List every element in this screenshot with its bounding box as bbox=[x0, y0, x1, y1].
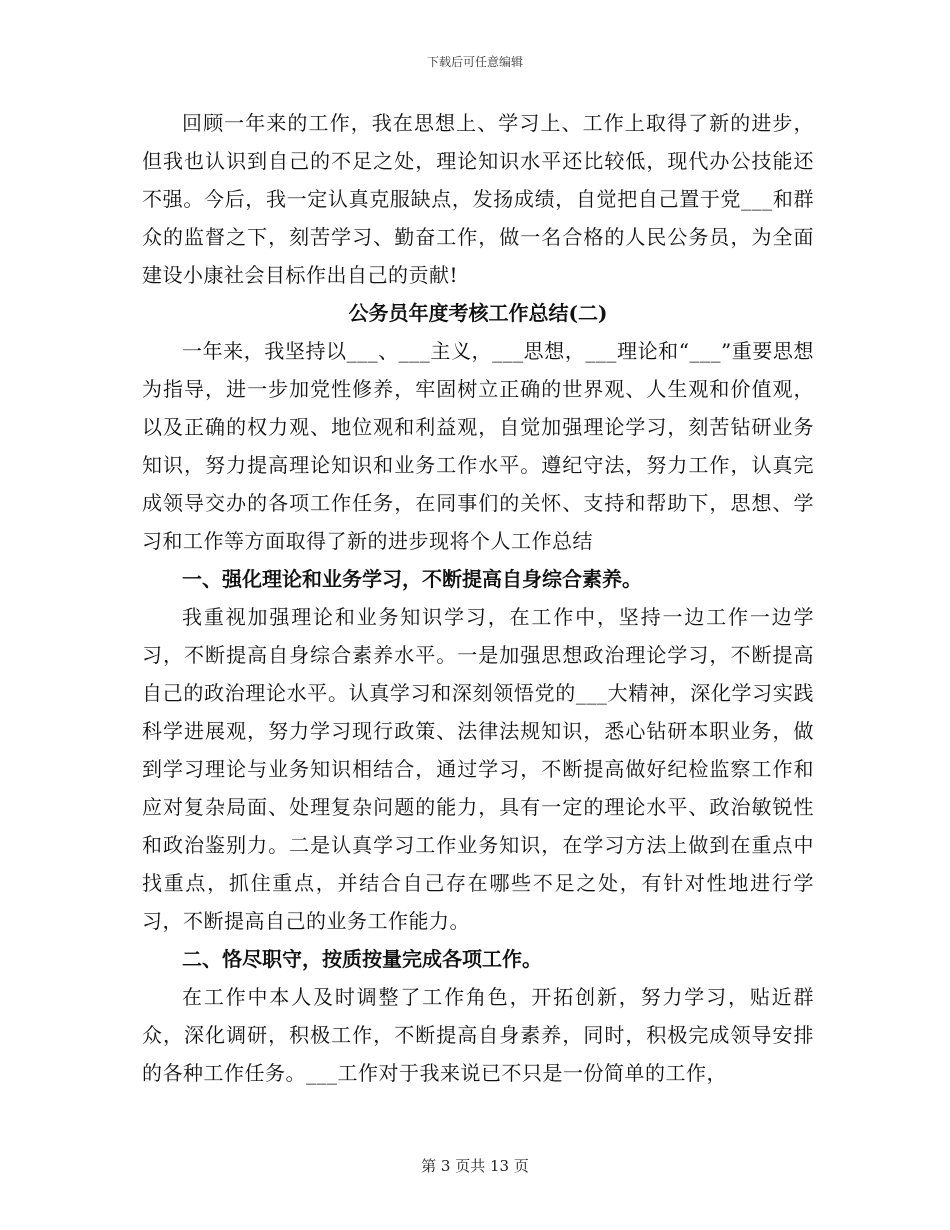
document-title: 公务员年度考核工作总结(二) bbox=[348, 301, 608, 325]
page-number: 第 3 页共 13 页 bbox=[421, 1157, 529, 1175]
page-header-note: 下载后可任意编辑 bbox=[426, 55, 523, 69]
section-heading-1: 一、强化理论和业务学习，不断提高自身综合素养。 bbox=[182, 567, 642, 591]
paragraph-intro: 一年来，我坚持以___、___主义，___思想，___理论和“___”重要思想为指导，进一步加党性修养，牢固树立正确的世界观、人生观和价值观，以及正确的权力观、地位观和利益观，自觉加强理论学习，刻苦钻研业务知识，努力提高理论知识和业务工作水平。遵纪守法，努力工作，认真完成领导交办的各项工作任务，在同事们的关怀、支持和帮助下，思想、学习和工作等方面取得了新的进步现将个人工作总结 bbox=[142, 339, 814, 553]
paragraph-duty: 在工作中本人及时调整了工作角色，开拓创新，努力学习，贴近群众，深化调研，积极工作，不断提高自身素养，同时，积极完成领导安排的各种工作任务。___工作对于我来说已不只是一份简单的工作， bbox=[142, 985, 814, 1085]
section-heading-2: 二、恪尽职守，按质按量完成各项工作。 bbox=[182, 947, 542, 971]
document-body bbox=[142, 104, 814, 1092]
paragraph-study: 我重视加强理论和业务知识学习，在工作中，坚持一边工作一边学习，不断提高自身综合素养水平。一是加强思想政治理论学习，不断提高自己的政治理论水平。认真学习和深刻领悟党的___大精神，深化学习实践科学进展观，努力学习现行政策、法律法规知识，悉心钻研本职业务，做到学习理论与业务知识相结合，通过学习，不断提高做好纪检监察工作和应对复杂局面、处理复杂问题的能力，具有一定的理论水平、政治敏锐性和政治鉴别力。二是认真学习工作业务知识，在学习方法上做到在重点中找重点，抓住重点，并结合自己存在哪些不足之处，有针对性地进行学习，不断提高自己的业务工作能力。 bbox=[142, 605, 814, 933]
paragraph-review: 回顾一年来的工作，我在思想上、学习上、工作上取得了新的进步，但我也认识到自己的不足之处，理论知识水平还比较低，现代办公技能还不强。今后，我一定认真克服缺点，发扬成绩，自觉把自己置于党___和群众的监督之下，刻苦学习、勤奋工作，做一名合格的人民公务员，为全面建设小康社会目标作出自己的贡献! bbox=[142, 111, 814, 287]
